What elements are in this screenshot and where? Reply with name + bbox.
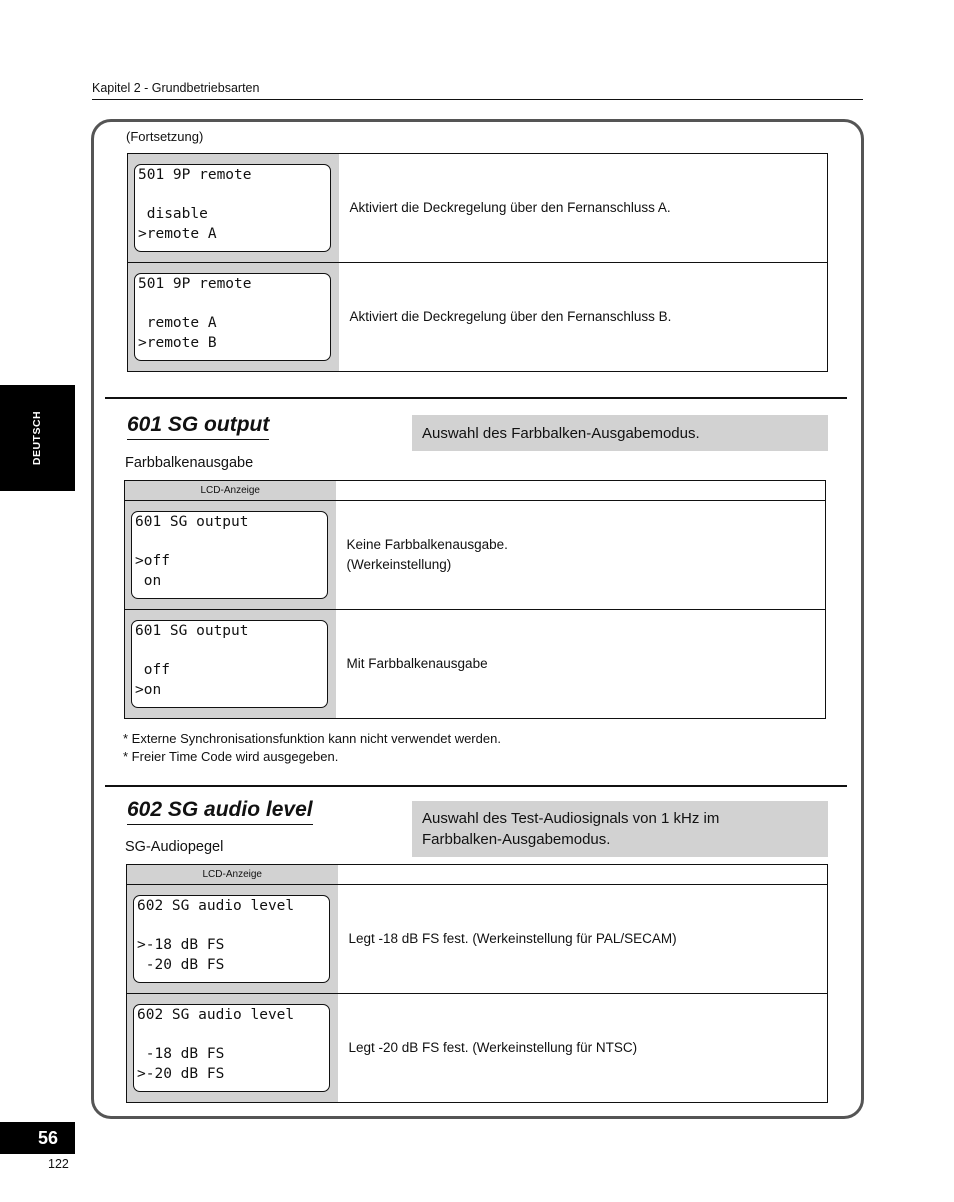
table-row — [128, 263, 828, 372]
lcd-cell — [128, 154, 339, 263]
lcd-line: 501 9P remote — [138, 276, 252, 292]
page-number-box — [0, 1122, 75, 1154]
lcd-line: disable — [138, 206, 208, 223]
table-row — [127, 994, 828, 1103]
description-text: Auswahl des Farbbalken-Ausgabemodus. — [422, 424, 700, 442]
lcd-cell — [127, 885, 338, 994]
table-501 — [127, 153, 828, 372]
lcd-line: 602 SG audio level — [137, 898, 295, 914]
lcd-line: -20 dB FS — [137, 957, 225, 974]
lcd-line: >-18 dB FS — [137, 937, 225, 954]
lcd-line — [135, 533, 327, 553]
note-item: * Externe Synchronisationsfunktion kann nicht verwendet werden. — [123, 731, 501, 746]
continuation-label: (Fortsetzung) — [126, 129, 204, 144]
lcd-line: >remote A — [138, 226, 217, 243]
table-row — [128, 154, 828, 263]
section-rule — [105, 785, 847, 787]
lcd-line: >on — [135, 682, 162, 699]
lcd-display — [131, 511, 328, 599]
lcd-header-cell: LCD-Anzeige — [127, 865, 338, 885]
table-601 — [124, 480, 826, 719]
table-header-row — [127, 865, 828, 885]
lcd-display — [131, 620, 328, 708]
section-subtitle-601: Farbbalkenausgabe — [125, 455, 254, 471]
lcd-line — [138, 295, 330, 315]
table-row — [127, 885, 828, 994]
lcd-line — [137, 1026, 329, 1046]
table-row — [125, 610, 826, 719]
lcd-cell — [125, 501, 336, 610]
lcd-line: off — [135, 662, 170, 679]
description-cell: Aktiviert die Deckregelung über den Fernanschluss A. — [349, 200, 671, 215]
lcd-line: 501 9P remote — [138, 167, 252, 183]
lcd-line: 601 SG output — [135, 514, 249, 530]
description-text: Auswahl des Test-Audiosignals von 1 kHz im — [422, 810, 720, 827]
lcd-line: -18 dB FS — [137, 1046, 225, 1063]
lcd-line: 601 SG output — [135, 623, 249, 639]
description-cell: Legt -20 dB FS fest. (Werkeinstellung für NTSC) — [338, 994, 828, 1103]
language-tab-label: DEUTSCH — [31, 410, 43, 466]
section-title-602: 602 SG audio level — [127, 798, 313, 825]
chapter-header: Kapitel 2 - Grundbetriebsarten — [92, 81, 260, 95]
table-row — [125, 501, 826, 610]
description-cell — [336, 501, 826, 610]
lcd-line — [137, 917, 329, 937]
section-subtitle-602: SG-Audiopegel — [125, 839, 224, 855]
lcd-line: 602 SG audio level — [137, 1007, 295, 1023]
description-cell: Aktiviert die Deckregelung über den Fernanschluss B. — [339, 263, 828, 372]
lcd-line: remote A — [138, 315, 217, 332]
lcd-display — [134, 273, 331, 361]
lcd-line — [135, 642, 327, 662]
lcd-cell — [128, 263, 339, 372]
lcd-header-cell: LCD-Anzeige — [125, 481, 336, 501]
header-rule — [92, 99, 863, 100]
lcd-line: >off — [135, 553, 170, 570]
lcd-line: on — [135, 573, 162, 590]
lcd-display — [134, 164, 331, 252]
table-602 — [126, 864, 828, 1103]
page-number: 56 — [37, 1128, 58, 1148]
description-line: Keine Farbbalkenausgabe. — [346, 537, 508, 552]
lcd-line: >remote B — [138, 335, 217, 352]
page-sub-number: 122 — [48, 1157, 69, 1171]
description-cell — [336, 610, 826, 719]
description-text: Farbbalken-Ausgabemodus. — [422, 831, 611, 848]
description-line: Mit Farbbalkenausgabe — [346, 656, 488, 671]
section-rule — [105, 397, 847, 399]
lcd-display — [133, 1004, 330, 1092]
lcd-line: >-20 dB FS — [137, 1066, 225, 1083]
description-line: (Werkeinstellung) — [346, 557, 452, 572]
table-header-row — [125, 481, 826, 501]
section-description-601 — [412, 415, 828, 451]
language-tab — [0, 385, 75, 491]
header-empty-cell — [336, 481, 826, 501]
description-cell: Legt -18 dB FS fest. (Werkeinstellung für PAL/SECAM) — [338, 885, 828, 994]
note-item: * Freier Time Code wird ausgegeben. — [123, 749, 339, 764]
section-description-602 — [412, 801, 828, 857]
section-title-601: 601 SG output — [127, 413, 269, 440]
lcd-cell — [125, 610, 336, 719]
notes-601 — [123, 730, 501, 766]
header-empty-cell — [338, 865, 828, 885]
lcd-line — [138, 186, 330, 206]
lcd-display — [133, 895, 330, 983]
lcd-cell — [127, 994, 338, 1103]
